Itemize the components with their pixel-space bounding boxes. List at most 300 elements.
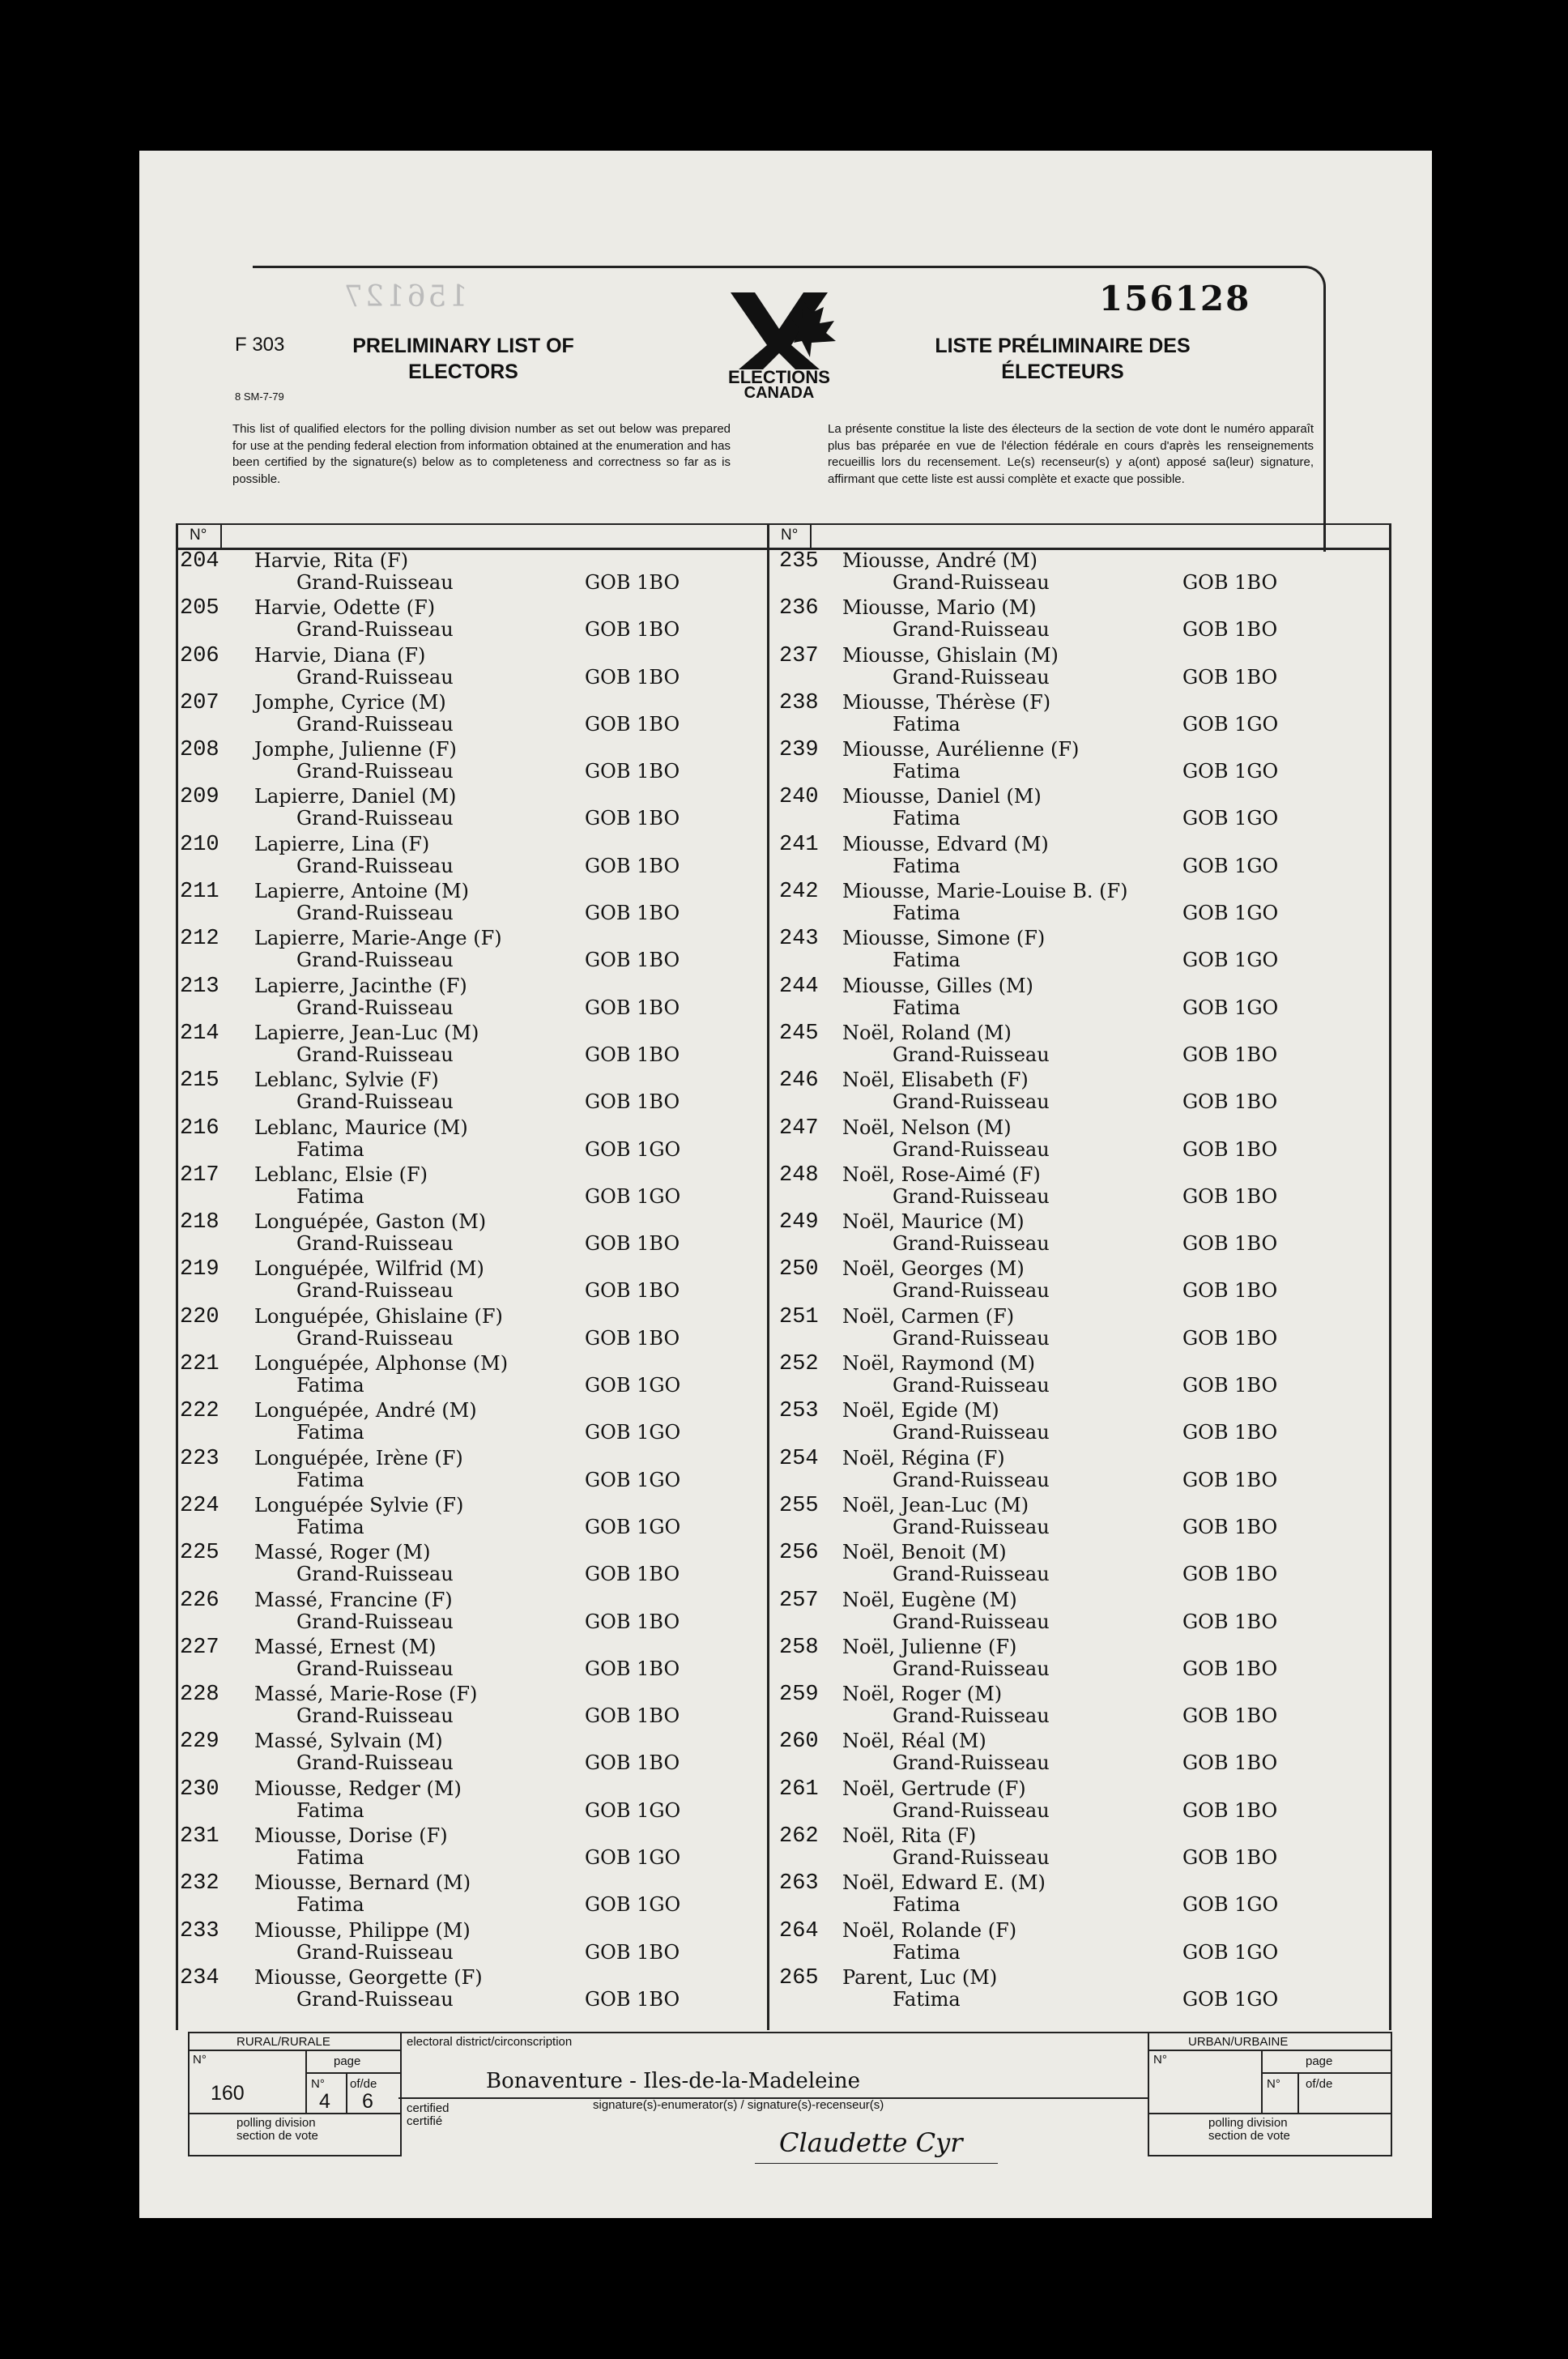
elector-postal-code: GOB 1BO (1182, 1751, 1278, 1775)
elector-locality: Grand-Ruisseau (893, 1137, 1050, 1161)
elector-postal-code: GOB 1BO (1182, 1610, 1278, 1633)
elector-number: 244 (779, 974, 819, 999)
elector-locality: Grand-Ruisseau (296, 902, 454, 925)
rural-polling-division-fr: section de vote (236, 2129, 318, 2143)
elector-row (180, 738, 763, 785)
elector-number: 230 (180, 1777, 219, 1802)
elector-postal-code: GOB 1BO (585, 854, 680, 877)
elector-number: 238 (779, 690, 819, 715)
elector-row (779, 975, 1378, 1022)
elector-postal-code: GOB 1BO (585, 1563, 680, 1586)
elector-row (180, 1824, 763, 1871)
urban-page-rule (1261, 2072, 1391, 2074)
elector-locality: Fatima (296, 1374, 364, 1397)
elector-row (180, 975, 763, 1022)
elector-number: 232 (180, 1871, 219, 1896)
elector-postal-code: GOB 1BO (585, 807, 680, 830)
electoral-list-sheet (139, 151, 1432, 2218)
certified-en: certified (407, 2101, 450, 2115)
elector-postal-code: GOB 1BO (1182, 665, 1278, 689)
elector-row (779, 1824, 1378, 1871)
elector-postal-code: GOB 1BO (1182, 618, 1278, 642)
elector-name: Lapierre, Antoine (M) (254, 880, 470, 903)
elector-locality: Grand-Ruisseau (893, 1515, 1050, 1538)
elector-name: Noël, Eugène (M) (842, 1588, 1017, 1611)
elector-number: 216 (180, 1116, 219, 1141)
elector-locality: Grand-Ruisseau (893, 1751, 1050, 1775)
elector-postal-code: GOB 1BO (1182, 1090, 1278, 1114)
elections-canada-logo (698, 284, 860, 398)
elector-name: Noël, Rose-Aimé (F) (842, 1162, 1041, 1186)
elector-number: 225 (180, 1541, 219, 1566)
elector-postal-code: GOB 1BO (585, 571, 680, 594)
form-revision: 8 SM-7-79 (235, 390, 284, 403)
elector-locality: Fatima (893, 996, 961, 1019)
elector-postal-code: GOB 1GO (1182, 1893, 1279, 1917)
elector-number: 254 (779, 1446, 819, 1471)
elector-locality: Fatima (893, 1987, 961, 2011)
elector-locality: Fatima (893, 949, 961, 972)
elector-locality: Grand-Ruisseau (296, 1232, 454, 1256)
elector-number: 247 (779, 1116, 819, 1141)
elector-name: Miousse, Ghislain (M) (842, 643, 1059, 667)
elector-row (779, 644, 1378, 691)
elector-postal-code: GOB 1BO (1182, 1798, 1278, 1822)
elector-number: 259 (779, 1683, 819, 1708)
elector-row (180, 1966, 763, 2013)
title-fr (901, 333, 1225, 385)
rural-of-label: of/de (350, 2077, 377, 2091)
elector-locality: Fatima (893, 1940, 961, 1964)
rural-of-divider (346, 2072, 347, 2113)
elector-locality: Grand-Ruisseau (893, 665, 1050, 689)
elector-row (180, 596, 763, 643)
elector-number: 219 (180, 1257, 219, 1282)
urban-polling-division-en: polling division (1208, 2116, 1288, 2130)
elector-row (180, 1683, 763, 1730)
elector-number: 265 (779, 1965, 819, 1990)
elector-postal-code: GOB 1GO (585, 1421, 681, 1444)
elector-number: 231 (180, 1824, 219, 1849)
elector-name: Lapierre, Daniel (M) (254, 785, 457, 808)
elector-name: Noël, Julienne (F) (842, 1635, 1017, 1658)
elector-row (180, 1730, 763, 1777)
elector-name: Miousse, André (M) (842, 549, 1038, 572)
elector-postal-code: GOB 1GO (585, 1374, 681, 1397)
urban-page-divider (1261, 2050, 1263, 2113)
elector-number: 223 (180, 1446, 219, 1471)
elector-number: 212 (180, 927, 219, 952)
district-value: Bonaventure - Iles-de-la-Madeleine (486, 2069, 860, 2093)
elector-locality: Fatima (296, 1468, 364, 1491)
elector-postal-code: GOB 1GO (1182, 902, 1279, 925)
elector-postal-code: GOB 1BO (1182, 1468, 1278, 1491)
elector-postal-code: GOB 1BO (585, 949, 680, 972)
elector-postal-code: GOB 1BO (1182, 1137, 1278, 1161)
elector-row (180, 1636, 763, 1683)
elector-name: Noël, Jean-Luc (M) (842, 1493, 1029, 1516)
elector-row (180, 1116, 763, 1163)
elector-postal-code: GOB 1GO (1182, 854, 1279, 877)
elector-name: Noël, Edward E. (M) (842, 1871, 1046, 1895)
elector-locality: Grand-Ruisseau (296, 1279, 454, 1303)
elector-postal-code: GOB 1BO (585, 1043, 680, 1066)
elector-locality: Grand-Ruisseau (296, 1987, 454, 2011)
urban-of-divider (1297, 2072, 1299, 2113)
elector-locality: Fatima (893, 854, 961, 877)
elector-row (180, 1589, 763, 1636)
rural-page-rule (305, 2072, 400, 2074)
certified-fr: certifié (407, 2114, 443, 2128)
district-label: electoral district/circonscription (407, 2035, 573, 2049)
elector-locality: Grand-Ruisseau (893, 1279, 1050, 1303)
elector-name: Longuépée, Irène (F) (254, 1446, 463, 1470)
elector-locality: Grand-Ruisseau (296, 1657, 454, 1680)
elector-postal-code: GOB 1GO (1182, 996, 1279, 1019)
elector-postal-code: GOB 1BO (1182, 1184, 1278, 1208)
elector-number: 263 (779, 1871, 819, 1896)
document-number: 156128 (1099, 279, 1251, 318)
elector-number: 241 (779, 832, 819, 857)
elector-row (779, 1305, 1378, 1352)
elector-row (180, 1022, 763, 1069)
elector-name: Massé, Roger (M) (254, 1541, 431, 1564)
elector-row (779, 549, 1378, 596)
elector-row (180, 880, 763, 927)
elector-row (180, 1494, 763, 1541)
center-divider (767, 523, 769, 2030)
elector-row (779, 1116, 1378, 1163)
elector-row (180, 1305, 763, 1352)
elector-postal-code: GOB 1BO (1182, 1515, 1278, 1538)
elector-locality: Fatima (893, 1893, 961, 1917)
elector-postal-code: GOB 1BO (585, 1704, 680, 1728)
elector-name: Lapierre, Jean-Luc (M) (254, 1021, 479, 1044)
title-en (342, 333, 585, 385)
left-electors-list (180, 549, 763, 2013)
elector-name: Lapierre, Lina (F) (254, 832, 430, 855)
elector-row (779, 927, 1378, 974)
elector-postal-code: GOB 1GO (585, 1184, 681, 1208)
elector-row (779, 1210, 1378, 1257)
elector-row (779, 785, 1378, 832)
elector-row (180, 1352, 763, 1399)
elector-row (180, 1777, 763, 1824)
elector-number: 224 (180, 1493, 219, 1518)
elector-number: 214 (180, 1021, 219, 1046)
elector-number: 250 (779, 1257, 819, 1282)
elector-locality: Grand-Ruisseau (296, 1563, 454, 1586)
elector-number: 255 (779, 1493, 819, 1518)
elector-name: Miousse, Redger (M) (254, 1777, 462, 1800)
elector-name: Longuépée, Ghislaine (F) (254, 1304, 503, 1328)
elector-row (779, 1966, 1378, 2013)
elector-locality: Fatima (893, 760, 961, 783)
elector-postal-code: GOB 1GO (1182, 1940, 1279, 1964)
signature-label: signature(s)-enumerator(s) / signature(s)-recenseur(s) (593, 2098, 884, 2112)
elector-number: 236 (779, 596, 819, 621)
elector-name: Longuépée, Alphonse (M) (254, 1352, 509, 1376)
elector-row (779, 1636, 1378, 1683)
elector-locality: Grand-Ruisseau (893, 1421, 1050, 1444)
elector-locality: Fatima (296, 1184, 364, 1208)
elector-postal-code: GOB 1GO (585, 1798, 681, 1822)
elector-locality: Grand-Ruisseau (893, 1326, 1050, 1350)
elector-number: 237 (779, 643, 819, 668)
elector-row (779, 1399, 1378, 1446)
elector-name: Noël, Nelson (M) (842, 1116, 1012, 1139)
elector-row (779, 1589, 1378, 1636)
elector-name: Miousse, Edvard (M) (842, 832, 1049, 855)
elector-row (180, 1919, 763, 1966)
maple-leaf-x-icon (698, 284, 860, 398)
elector-number: 221 (180, 1352, 219, 1377)
elector-number: 249 (779, 1210, 819, 1235)
elector-number: 234 (180, 1965, 219, 1990)
elector-row (779, 1447, 1378, 1494)
rural-page-no-label: N° (311, 2077, 325, 2091)
elector-name: Massé, Ernest (M) (254, 1635, 437, 1658)
elector-name: Miousse, Simone (F) (842, 927, 1046, 950)
elector-locality: Fatima (893, 902, 961, 925)
elector-row (180, 1210, 763, 1257)
rural-polling-division-en: polling division (236, 2116, 316, 2130)
elector-number: 215 (180, 1069, 219, 1094)
elector-name: Miousse, Georgette (F) (254, 1965, 483, 1989)
elector-locality: Fatima (296, 1515, 364, 1538)
elector-row (779, 596, 1378, 643)
urban-label-rule (1148, 2050, 1391, 2051)
elector-number: 205 (180, 596, 219, 621)
elector-name: Lapierre, Marie-Ange (F) (254, 927, 502, 950)
elector-locality: Grand-Ruisseau (296, 1704, 454, 1728)
elector-locality: Grand-Ruisseau (893, 1704, 1050, 1728)
elector-row (180, 785, 763, 832)
elector-locality: Fatima (296, 1137, 364, 1161)
elector-locality: Grand-Ruisseau (296, 949, 454, 972)
elector-number: 204 (180, 549, 219, 574)
elector-locality: Fatima (296, 1893, 364, 1917)
elector-locality: Grand-Ruisseau (296, 665, 454, 689)
elector-locality: Grand-Ruisseau (893, 1657, 1050, 1680)
elector-number: 208 (180, 738, 219, 763)
intro-text-fr: La présente constitue la liste des électeurs de la section de vote dont le numéro apparaît plus bas préparée en vue de l'élection fédérale en cours d'après les renseignements recueillis lors du recensement. Le(s) recenseur(s) y a(ont) apposé sa(leur) signature, affirmant que cette liste est aussi complète et exacte que possible. (828, 422, 1314, 486)
elector-locality: Grand-Ruisseau (296, 1940, 454, 1964)
rural-label: RURAL/RURALE (236, 2035, 330, 2049)
elector-name: Noël, Régina (F) (842, 1446, 1005, 1470)
elector-number: 213 (180, 974, 219, 999)
elector-postal-code: GOB 1BO (585, 618, 680, 642)
elector-name: Parent, Luc (M) (842, 1965, 998, 1989)
form-code: F 303 (235, 334, 285, 356)
elector-row (180, 1447, 763, 1494)
elector-postal-code: GOB 1BO (1182, 1657, 1278, 1680)
elector-locality: Grand-Ruisseau (893, 1043, 1050, 1066)
elector-postal-code: GOB 1GO (585, 1893, 681, 1917)
elector-number: 228 (180, 1683, 219, 1708)
elector-name: Noël, Rolande (F) (842, 1918, 1017, 1942)
elector-row (180, 1069, 763, 1116)
elector-postal-code: GOB 1GO (585, 1468, 681, 1491)
elector-name: Miousse, Gilles (M) (842, 974, 1033, 997)
elector-row (180, 833, 763, 880)
elector-name: Noël, Roland (M) (842, 1021, 1012, 1044)
elector-row (779, 1163, 1378, 1210)
elector-postal-code: GOB 1BO (585, 1987, 680, 2011)
logo-line2: CANADA (744, 384, 815, 398)
elector-name: Noël, Egide (M) (842, 1399, 999, 1423)
elector-locality: Grand-Ruisseau (893, 1610, 1050, 1633)
elector-postal-code: GOB 1BO (585, 1090, 680, 1114)
elector-number: 257 (779, 1588, 819, 1613)
elector-row (180, 549, 763, 596)
elector-postal-code: GOB 1GO (585, 1137, 681, 1161)
elector-number: 217 (180, 1162, 219, 1188)
elector-number: 220 (180, 1304, 219, 1329)
elector-locality: Fatima (296, 1846, 364, 1870)
elector-number: 227 (180, 1635, 219, 1660)
page-number: 4 (319, 2090, 330, 2113)
elector-number: 229 (180, 1730, 219, 1755)
elector-number: 206 (180, 643, 219, 668)
elector-locality: Grand-Ruisseau (296, 1043, 454, 1066)
elector-name: Miousse, Marie-Louise B. (F) (842, 880, 1128, 903)
elector-row (180, 1871, 763, 1918)
elector-row (180, 1163, 763, 1210)
elector-locality: Grand-Ruisseau (893, 1232, 1050, 1256)
elector-number: 256 (779, 1541, 819, 1566)
elector-name: Miousse, Dorise (F) (254, 1824, 448, 1848)
elector-name: Miousse, Bernard (M) (254, 1871, 471, 1895)
elector-number: 242 (779, 880, 819, 905)
elector-name: Leblanc, Elsie (F) (254, 1162, 428, 1186)
elector-number: 210 (180, 832, 219, 857)
page-total: 6 (362, 2090, 373, 2113)
elector-number: 218 (180, 1210, 219, 1235)
rural-page-divider (305, 2050, 307, 2113)
elector-postal-code: GOB 1BO (585, 1326, 680, 1350)
elector-locality: Grand-Ruisseau (296, 1751, 454, 1775)
elector-name: Massé, Marie-Rose (F) (254, 1683, 478, 1706)
right-no-divider (810, 523, 812, 548)
elector-row (779, 833, 1378, 880)
elector-number: 264 (779, 1918, 819, 1943)
elector-postal-code: GOB 1BO (585, 1940, 680, 1964)
elector-row (779, 1919, 1378, 1966)
urban-polling-division-fr: section de vote (1208, 2129, 1290, 2143)
elector-name: Longuépée, Wilfrid (M) (254, 1257, 484, 1281)
elector-postal-code: GOB 1BO (1182, 1279, 1278, 1303)
enumerator-signature: Claudette Cyr (779, 2127, 963, 2158)
elector-postal-code: GOB 1GO (585, 1515, 681, 1538)
elector-locality: Grand-Ruisseau (893, 1090, 1050, 1114)
elector-locality: Grand-Ruisseau (893, 618, 1050, 642)
elector-number: 248 (779, 1162, 819, 1188)
elector-number: 245 (779, 1021, 819, 1046)
urban-page-no-label: N° (1267, 2077, 1280, 2091)
elector-number: 222 (180, 1399, 219, 1424)
elector-locality: Grand-Ruisseau (296, 618, 454, 642)
elector-postal-code: GOB 1BO (585, 712, 680, 736)
elector-number: 252 (779, 1352, 819, 1377)
elector-postal-code: GOB 1GO (1182, 949, 1279, 972)
elector-number: 207 (180, 690, 219, 715)
elector-postal-code: GOB 1BO (585, 1279, 680, 1303)
elector-locality: Grand-Ruisseau (893, 571, 1050, 594)
elector-locality: Grand-Ruisseau (893, 1563, 1050, 1586)
elector-postal-code: GOB 1BO (585, 665, 680, 689)
rural-page-label: page (334, 2054, 361, 2068)
elector-name: Leblanc, Maurice (M) (254, 1116, 468, 1139)
table-top-rule (176, 523, 1389, 525)
urban-no-label: N° (1153, 2053, 1167, 2067)
elector-postal-code: GOB 1GO (1182, 807, 1279, 830)
elector-number: 261 (779, 1777, 819, 1802)
elector-number: 226 (180, 1588, 219, 1613)
elector-name: Longuépée, Gaston (M) (254, 1210, 487, 1234)
elector-name: Massé, Francine (F) (254, 1588, 453, 1611)
ghost-stamp: 156127 (342, 280, 468, 314)
elector-postal-code: GOB 1BO (1182, 1326, 1278, 1350)
elector-name: Harvie, Rita (F) (254, 549, 409, 572)
elector-locality: Fatima (893, 807, 961, 830)
elector-name: Miousse, Thérèse (F) (842, 690, 1051, 714)
elector-locality: Grand-Ruisseau (893, 1846, 1050, 1870)
elector-postal-code: GOB 1BO (585, 1751, 680, 1775)
right-no-header: N° (781, 527, 799, 544)
elector-number: 253 (779, 1399, 819, 1424)
elector-locality: Grand-Ruisseau (296, 1610, 454, 1633)
elector-row (779, 1683, 1378, 1730)
elector-row (779, 1730, 1378, 1777)
elector-locality: Grand-Ruisseau (893, 1468, 1050, 1491)
elector-name: Noël, Elisabeth (F) (842, 1069, 1029, 1092)
elector-name: Jomphe, Julienne (F) (254, 738, 457, 761)
rural-label-rule (188, 2050, 400, 2051)
elector-postal-code: GOB 1BO (1182, 571, 1278, 594)
elector-locality: Fatima (296, 1421, 364, 1444)
elector-postal-code: GOB 1BO (1182, 1043, 1278, 1066)
elector-name: Massé, Sylvain (M) (254, 1730, 443, 1753)
elector-number: 233 (180, 1918, 219, 1943)
elector-row (180, 1257, 763, 1304)
elector-locality: Grand-Ruisseau (893, 1798, 1050, 1822)
elector-name: Miousse, Mario (M) (842, 596, 1037, 620)
elector-name: Longuépée, André (M) (254, 1399, 477, 1423)
elector-postal-code: GOB 1GO (1182, 1987, 1279, 2011)
elector-postal-code: GOB 1BO (1182, 1846, 1278, 1870)
elector-locality: Grand-Ruisseau (296, 1090, 454, 1114)
right-electors-list (779, 549, 1378, 2013)
elector-locality: Grand-Ruisseau (296, 807, 454, 830)
elector-row (180, 691, 763, 738)
elector-number: 211 (180, 880, 219, 905)
elector-row (779, 880, 1378, 927)
elector-postal-code: GOB 1BO (1182, 1563, 1278, 1586)
elector-postal-code: GOB 1BO (1182, 1421, 1278, 1444)
elector-name: Noël, Raymond (M) (842, 1352, 1036, 1376)
elector-name: Leblanc, Sylvie (F) (254, 1069, 439, 1092)
elector-locality: Grand-Ruisseau (296, 760, 454, 783)
left-no-header: N° (190, 527, 207, 544)
elector-name: Noël, Georges (M) (842, 1257, 1025, 1281)
elector-row (779, 1069, 1378, 1116)
elector-number: 239 (779, 738, 819, 763)
elector-number: 262 (779, 1824, 819, 1849)
elector-row (779, 1022, 1378, 1069)
elector-number: 251 (779, 1304, 819, 1329)
urban-label: URBAN/URBAINE (1188, 2035, 1289, 2049)
